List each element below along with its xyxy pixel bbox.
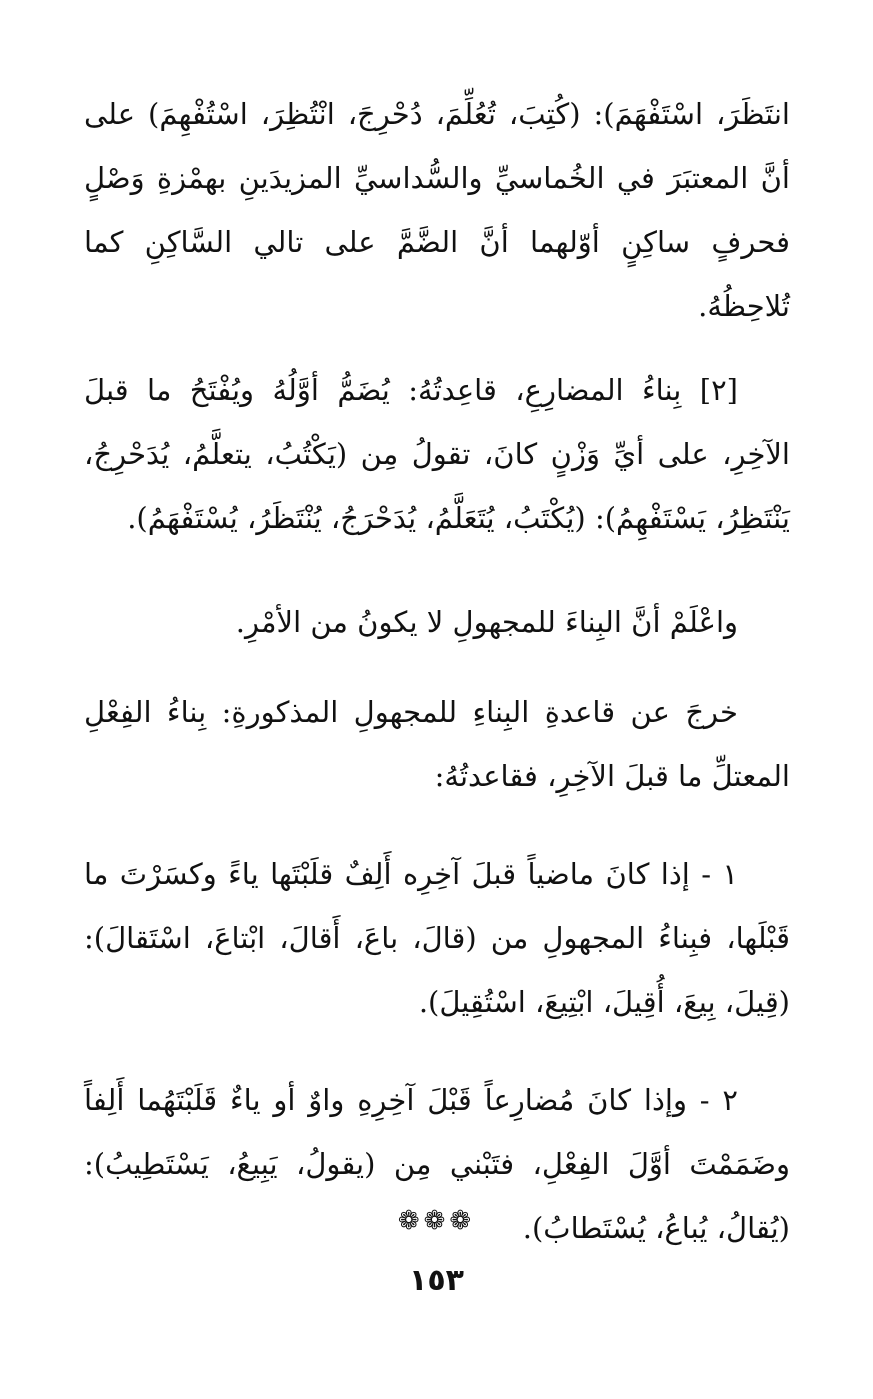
section-separator: ❁❁❁ — [397, 1206, 476, 1236]
paragraph-continuation: انتَظَرَ، اسْتَفْهَمَ): (كُتِبَ، تُعُلِّمَ، دُحْرِجَ، انْتُظِرَ، اسْتُفْهِمَ) على أنَّ المعتبَرَ في الخُماسيِّ والسُّداسيِّ المزيدَينِ بهمْزةِ وَصْلٍ فحرفٍ ساكِنٍ أوّلهما أنَّ الضَّمَّ على تالي السَّاكِنِ كما تُلاحِظُهُ. — [84, 97, 790, 323]
paragraph-imperative-note: واعْلَمْ أنَّ البِناءَ للمجهولِ لا يكونُ من الأمْرِ. — [235, 605, 738, 639]
paragraph-rule-one: ١ - إذا كانَ ماضياً قبلَ آخِرِه أَلِفٌ قلَبْتَها ياءً وكسَرْتَ ما قَبْلَها، فبِناءُ المجهولِ من (قالَ، باعَ، أَقالَ، ابْتاعَ، اسْتَقالَ): (قِيلَ، بِيعَ، أُقِيلَ، ابْتِيعَ، اسْتُقِيلَ). — [84, 857, 790, 1019]
paragraph-present-tense-rule: [٢] بِناءُ المضارِعِ، قاعِدتُهُ: يُضَمُّ أوَّلُهُ ويُفْتَحُ ما قبلَ الآخِرِ، على أيِّ وَزْنٍ كانَ، تقولُ مِن (يَكْتُبُ، يتعلَّمُ، يُدَحْرِجُ، يَنْتَظِرُ، يَسْتَفْهِمُ): (يُكْتَبُ، يُتَعَلَّمُ، يُدَحْرَجُ، يُنْتَظَرُ، يُسْتَفْهَمُ). — [84, 373, 790, 535]
page-number: ١٥٣ — [409, 1263, 464, 1298]
paragraph-exception-intro: خرجَ عن قاعدةِ البِناءِ للمجهولِ المذكورةِ: بِناءُ الفِعْلِ المعتلِّ ما قبلَ الآخِرِ، فقاعدتُهُ: — [84, 695, 790, 793]
page-body — [84, 82, 790, 1260]
paragraph-rule-two: ٢ - وإذا كانَ مُضارِعاً قَبْلَ آخِرِهِ واوٌ أو ياءٌ قَلَبْتَهُما أَلِفاً وضَمَمْتَ أوَّلَ الفِعْلِ، فتَبْني مِن (يقولُ، يَبِيعُ، يَسْتَطِيبُ): (يُقالُ، يُباعُ، يُسْتَطابُ). — [84, 1083, 790, 1245]
